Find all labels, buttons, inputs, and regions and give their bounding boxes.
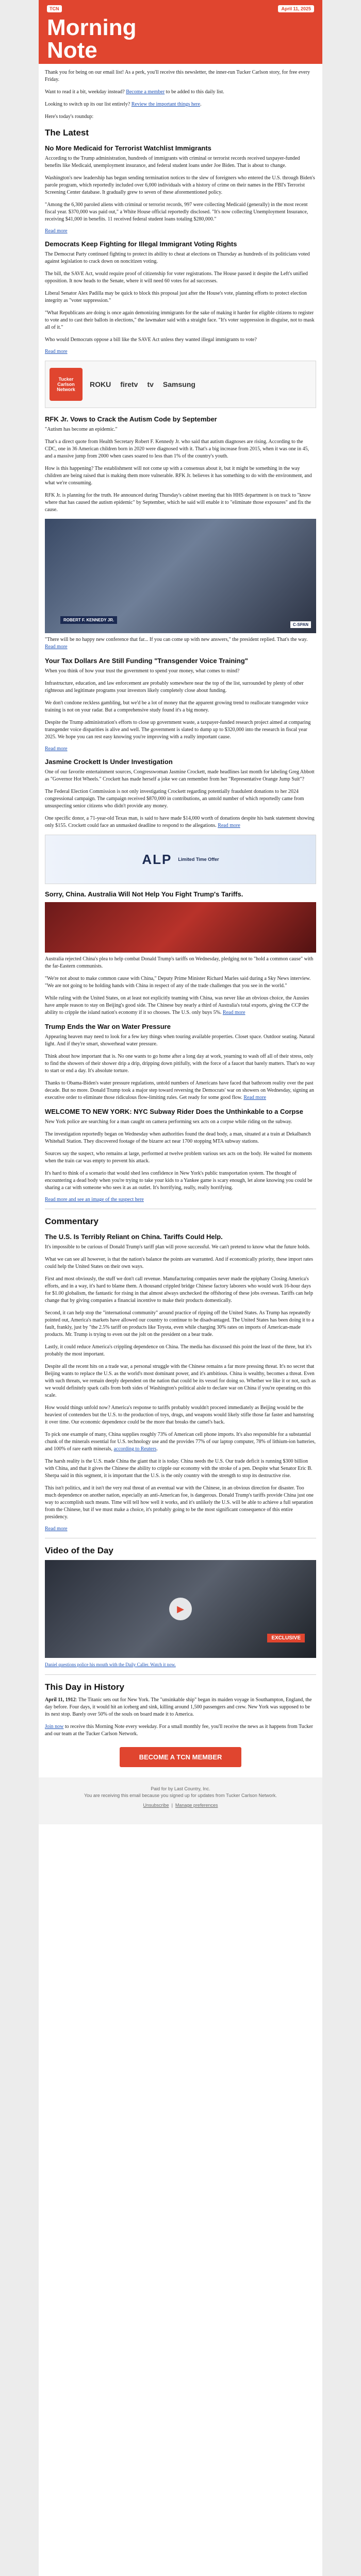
intro-paragraph [45, 101, 316, 108]
story-title: Democrats Keep Fighting for Illegal Immigrant Voting Rights [45, 240, 237, 248]
video-caption-link[interactable]: Daniel questions police his mouth with the Daily Caller. Watch it now. [45, 1662, 176, 1667]
video-thumbnail[interactable] [45, 1560, 316, 1658]
join-text: to receive this Morning Note every weekday. For a small monthly fee, you'll receive the news as it happens from Tucker and our team at the Tucker Carlson Network. [45, 1724, 313, 1737]
china-story-photo [45, 902, 316, 953]
story-text: While ruling with the United States, on at least not explicitly teaming with China, was never like an obvious choice, the Aussies have ample reason to stay on Beijing's good side. The Chinese buy nearly a third of Australia's total exports, giving the CCP the ability to cripple the island nation's economy if it so chooses. The U.S. only buys 5%. [45, 995, 309, 1015]
story-title: Jasmine Crockett Is Under Investigation [45, 758, 173, 766]
streaming-platform-logos [90, 380, 195, 388]
intro-text: to be added to this daily list. [165, 89, 224, 95]
story-paragraph: Infrastructure, education, and law enforcement are probably somewhere near the top of the list, surrounded by plenty of other righteous and legitimate programs your investors likely completely close about funding. [45, 681, 304, 693]
intro-text: . [200, 101, 202, 107]
story-paragraph: To pick one example of many, China supplies roughly 73% of American cell phone imports. It's also responsible for a substantial chunk of the minerals essential for U.S. technology use and the provides 77% of our laptop computer, 78% of lithium-ion batteries, and 100% of rare earth minerals, according to Reuters. [45, 1432, 316, 1452]
footer-reason: You are receiving this email because you signed up for updates from Tucker Carlson Network. [84, 1793, 277, 1798]
date-badge: April 11, 2025 [278, 5, 314, 12]
story-paragraph [45, 1080, 316, 1101]
title-line-1: Morning [47, 15, 137, 40]
review-link[interactable]: Review the important things here [131, 101, 201, 107]
story-paragraph: When you think of how your trust the government to spend your money, what comes to mind? [45, 668, 240, 674]
channel-tag: C-SPAN [290, 621, 311, 628]
story-paragraph: One of our favorite entertainment sources, Congresswoman Jasmine Crockett, made headlines last month for labeling Greg Abbott as "Governor Hot Wheels." Crockett has made herself a joke we can remember from her "Representative Orange Jump Suit"? [45, 769, 315, 782]
read-more-link[interactable]: Read more [45, 349, 68, 354]
section-heading-history: This Day in History [45, 1682, 124, 1692]
story-paragraph: Liberal Senator Alex Padilla may be quick to block this proposal just after the House's vote, planning efforts to protect election integrity as "voter suppression." [45, 291, 307, 303]
preferences-link[interactable]: Manage preferences [175, 1803, 218, 1808]
become-member-button[interactable]: BECOME A TCN MEMBER [120, 1747, 242, 1767]
title-line-2: Note [47, 38, 97, 63]
story-paragraph: How would things unfold now? America's response to tariffs probably wouldn't proceed immediately as Beijing would be the heaviest of contenders but the U.S. to the production of toys, drugs, and weapons would likely stifle those far faster and hamstring it over time. Our economic dependence could be the more that breaks the camel's back. [45, 1405, 314, 1425]
story-title: No More Medicaid for Terrorist Watchlist Immigrants [45, 144, 211, 152]
newsletter-title [47, 16, 314, 62]
story-paragraph: The harsh reality is the U.S. made China the giant that it is today. China needs the U.S. Our trade deficit is running $300 billion with China, and that it gives the Chinese the ability to cripple our economy with the stroke of a pen. Despite what Senator Eric B. Sherpa said in this segment, it is important that the U.S. is the only country with the strength to stop its destructive rise. [45, 1459, 313, 1479]
story-paragraph: "We're not about to make common cause with China," Deputy Prime Minister Richard Marles said during a Sky News interview. "We are not going to be holding hands with China in respect of any of the trade challenges that you see in the world." [45, 976, 311, 989]
story-title: Sorry, China. Australia Will Not Help You Fight Trump's Tariffs. [45, 890, 243, 898]
story-paragraph: Washington's new leadership has begun sending termination notices to the slew of foreigners who entered the U.S. through Biden's parole program, which reportedly included over 6,000 individuals with a history of crime on their names in the FBI's Terrorist Screening Center database. It gradually grew to seven of these aforementioned policy. [45, 175, 315, 195]
history-text: : The Titanic sets out for New York. The "unsinkable ship" began its maiden voyage in Southampton, England, the day before. Four days, it would hit an iceberg and sink, killing around 1,500 passengers and crew. New York was supposed to be its next stop. Barely over 50% of the souls on board made it to America. [45, 1697, 312, 1717]
intro-text: Want to read it a bit, weekday instead? [45, 89, 126, 95]
story-title: RFK Jr. Vows to Crack the Autism Code by September [45, 415, 217, 423]
story-paragraph: That's a direct quote from Health Secretary Robert F. Kennedy Jr. who said that autism diagnoses are rising. According to the CDC, one in 36 American children born in 2020 were diagnosed with it. That's a big increase from 2015, when it was one in 45, and a massive jump from 2000 when cases soared to less than 1% of the country's youth. [45, 439, 309, 459]
photo-lower-third: ROBERT F. KENNEDY JR. [60, 616, 117, 624]
story-text: To pick one example of many, China supplies roughly 73% of American cell phone imports. It's also responsible for a substantial chunk of the minerals essential for U.S. technology use and the provides 77% of our laptop computer, 78% of lithium-ion batteries, and 100% of rare earth minerals, [45, 1432, 316, 1452]
unsubscribe-link[interactable]: Unsubscribe [143, 1803, 169, 1808]
story-paragraph: First and most obviously, the stuff we don't call revenue. Manufacturing companies never made the epiphany Closing America's efforts, and in a way, it's hard to blame them. A thousand crippled bridge Chinese factory laborers who would work 16-hour days for $1.00 globalism, the fantastic for rising in that almost always unchecked the offshoring of these jobs overseas. Tariffs can help change that by giving companies a financial incentive to make their products domestically. [45, 1276, 314, 1303]
tcn-logo[interactable]: TCN [47, 5, 62, 12]
story-title: Trump Ends the War on Water Pressure [45, 1023, 171, 1030]
story-title: The U.S. Is Terribly Reliant on China. Tariffs Could Help. [45, 1233, 223, 1241]
story-paragraph [45, 995, 316, 1016]
read-more-link[interactable]: Read more [218, 823, 240, 828]
story-paragraph: The investigation reportedly began on Wednesday when authorities found the dead body, a man, situated at a train at Dekalbanch Whitehall Station. They discovered footage of the bizarre act near 1700 stopping MTA subway stations. [45, 1131, 311, 1144]
story-paragraph: The Federal Election Commission is not only investigating Crockett regarding potentially fraudulent donations to her 2024 congressional campaign. The campaign received $870,000 in contributions, an untold number of which reportedly came from unsuspecting senior citizens who didn't provide any money. [45, 789, 304, 809]
story-paragraph: Second, it can help stop the "international community" around practice of ripping off the United States. As Trump has repeatedly pointed out, America's markets have allowed our country to continue to be disadvantaged. The United States has been doing it to a fault, frankly, just by "the 2.5% tariff on products like Toyota, even while charging 30% rates on imports of American-made products. Mr. Trump is trying to even out the jolt on the president on a bear trade. [45, 1310, 314, 1337]
story-paragraph: It's impossible to be curious of Donald Trump's tariff plan will prove successful. We can't pretend to know what the future holds. [45, 1244, 310, 1250]
play-icon[interactable]: ▶ [169, 1598, 192, 1620]
section-heading-latest: The Latest [45, 128, 89, 138]
email-container [39, 0, 322, 2576]
story-paragraph: How is this happening? The establishment will not come up with a consensus about it, but it might be something in the way children are being raised that is making them more vulnerable. RFK Jr. believes it has something to do with the environment, and what we're consuming. [45, 466, 312, 486]
read-more-link[interactable]: Read more and see an image of the suspect here [45, 1197, 144, 1202]
join-now-link[interactable]: Join now [45, 1724, 64, 1730]
story-title: WELCOME TO NEW YORK: NYC Subway Rider Does the Unthinkable to a Corpse [45, 1108, 303, 1115]
story-paragraph: The Democrat Party continued fighting to protect its ability to cheat at elections on Thursday as hundreds of its politicians voted against legislation to crack down on noncitizen voting. [45, 251, 310, 264]
story-paragraph: Despite all the recent hits on a trade war, a personal struggle with the Chinese remains a far more pressing threat. It's no secret that Beijing wants to replace the U.S. as the world's most dominant power, and it's ambitious. China is wealthy, becomes a threat. Even with such threats, we remain deeply dependent on the nation that could be its vessel for doing so. Whether we like it or not, such as we would definitely spark calls from both sides of Washington's political aisle to declare war on China if you're operating on this scale. [45, 1364, 316, 1398]
story-paragraph [45, 815, 316, 829]
story-paragraph: Who would Democrats oppose a bill like the SAVE Act unless they wanted illegal immigrants to vote? [45, 337, 257, 343]
read-more-link[interactable]: Read more [222, 1010, 245, 1015]
read-more-link[interactable]: Read more [45, 746, 68, 752]
intro-paragraph: Here's today's roundup: [45, 114, 94, 120]
join-paragraph [45, 1723, 316, 1738]
story-text: Thanks to Obama-Biden's water pressure regulations, untold numbers of Americans have faced that bathroom reality over the past decade. But no more. Donald Trump took a major step toward reversing the Democrats' war on showers on Wednesday, signing an executive order to eliminate those ridiculous flow-limiting rules. Get ready for some good flow. [45, 1080, 314, 1100]
firetv-logo: firetv [120, 380, 138, 388]
cta-wrapper [45, 1747, 316, 1767]
story-paragraph: It's hard to think of a scenario that would shed less confidence in New York's public transportation system. The thought of encountering a dead body when you're trying to take your kids to a Yankee game is scary enough, let alone knowing you could be sharing a car with someone who sees it as an outlet. It's horrifying, really, really horrifying. [45, 1171, 313, 1191]
streaming-ad[interactable] [45, 361, 316, 408]
section-heading-commentary: Commentary [45, 1216, 99, 1226]
intro-paragraph [45, 89, 316, 96]
story-title: Your Tax Dollars Are Still Funding "Transgender Voice Training" [45, 657, 248, 665]
story-paragraph: Lastly, it could reduce America's crippling dependence on China. The media has discussed this point the least of the three, but it's probably the most important. [45, 1344, 312, 1357]
story-text: "There will be no happy new conference that far... If you can come up with new answers," the president replied. That's the way. [45, 637, 308, 642]
hero-banner [39, 0, 322, 64]
exclusive-badge: EXCLUSIVE [267, 1634, 305, 1642]
intro-paragraph: Thank you for being on our email list! As a perk, you'll receive this newsletter, the inner-run Tucker Carlson story, for free every Friday. [45, 70, 310, 82]
story-paragraph: Sources say the suspect, who remains at large, performed at twelve problem various sex acts on the body. He waited for moments when the train car was empty to prevent his attack. [45, 1151, 312, 1164]
story-paragraph: RFK Jr. is planning for the truth. He announced during Thursday's cabinet meeting that his HHS department is on track to "know where that has caused the autism epidemic" by September, which he said will enable it to "eliminate those exposures" and fix the cause. [45, 493, 311, 513]
read-more-link[interactable]: Read more [243, 1095, 266, 1100]
story-paragraph: According to the Trump administration, hundreds of immigrants with criminal or terrorist records received taxpayer-funded benefits like Medicaid, unemployment insurance, and federal student loans under Joe Biden. That is about to change. [45, 156, 300, 168]
read-more-link[interactable]: Read more [45, 228, 68, 234]
story-paragraph: Appearing heaven may need to look for a few key things when touring available properties. Closet space. Outdoor seating. Natural light. And if they're smart, showerhead water pressure. [45, 1034, 315, 1047]
story-text: One specific donor, a 71-year-old Texas man, is said to have made $14,000 worth of donations despite his bank statement showing only $155. Crockett could face an unmasked deadline to respond to the allegations. [45, 816, 315, 828]
email-footer: Paid for by Last Country, Inc. You are receiving this email because you signed up for updates from Tucker Carlson Network. Unsubscribe | Manage preferences [39, 1777, 322, 1824]
story-paragraph: "Among the 6,300 paroled aliens with criminal or terrorist records, 997 were collecting Medicaid (generally) in the most recent fiscal year. $370,000 was paid out," a White House official reportedly disclosed. "It's now collecting Unemployment Insurance, receiving $41,000 in benefits. 11 received federal student loans totaling $280,000." [45, 202, 308, 222]
history-paragraph [45, 1697, 316, 1718]
read-more-link[interactable]: Read more [45, 1526, 68, 1532]
video-caption [45, 1661, 316, 1668]
story-paragraph [45, 636, 316, 651]
read-more-link[interactable]: Read more [45, 644, 68, 650]
story-paragraph: "What Republicans are doing is once again demonizing immigrants for the sake of making it harder for eligible citizens to register to vote and to cast their ballots in elections," the lawmaker said with a straight face. "It's voter suppression in disguise, not to mask all of it." [45, 310, 315, 330]
story-paragraph: Think about how important that is. No one wants to go home after a long day at work, yearning to wash off all of their stress, only to find the showers of their shower drip a drip, dripping down pitifully, with the force of a faucet that barely matters. That's no way to start or end a day. It's absolute torture. [45, 1054, 315, 1074]
history-date: April 11, 1912 [45, 1697, 76, 1703]
intro-text: Looking to switch up its our list entirely? [45, 101, 132, 107]
roku-logo: ROKU [90, 380, 111, 388]
rfk-press-photo[interactable] [45, 519, 316, 633]
samsung-logo: Samsung [162, 380, 195, 388]
section-heading-video: Video of the Day [45, 1546, 113, 1555]
section-divider [45, 1674, 316, 1675]
story-paragraph: This isn't politics, and it isn't the very real threat of an eventual war with the Chinese, in an obvious direction for disaster. Too much dependence on another nation, especially an anti-American foe, is dangerous. Donald Trump's tariffs provide China just one way to accomplish such means. Time will tell how well it works, and it's unlikely the U.S. will be able to achieve a full separation from the Chinese, but if we must make a choice, it's probably going to be the most significant consequence of this entire presidency. [45, 1485, 314, 1520]
reuters-link[interactable]: according to Reuters [113, 1446, 157, 1452]
alp-logo: ALP [142, 851, 172, 867]
story-paragraph: The bill, the SAVE Act, would require proof of citizenship for voter registrations. The House passed it despite the Left's unified opposition. It now heads to the Senate, where it will need 60 votes for ad successes. [45, 271, 308, 284]
newsletter-body [39, 64, 322, 1767]
appletv-logo: tv [147, 380, 154, 388]
story-paragraph: What we can see all however, is that the nation's balance the points are warranted. And if economically priority, these import rates could help the United States on their own ways. [45, 1257, 314, 1269]
footer-paid-by: Paid for by Last Country, Inc. [151, 1786, 210, 1791]
story-paragraph: Australia rejected China's plea to help combat Donald Trump's tariffs on Wednesday, pledging not to "hold a common cause" with the far-Eastern communists. [45, 956, 314, 969]
alp-ad-text: Limited Time Offer [178, 857, 219, 862]
story-paragraph: New York police are searching for a man caught on camera performing sex acts on a corpse while riding on the subway. [45, 1119, 292, 1125]
tcn-ad-badge: Tucker Carlson Network [50, 368, 83, 401]
story-paragraph: We don't condone reckless gambling, but we'd be a lot of money that the apparent growing trend to reallocate transgender voice training is not on your radar. But a comprehensive study found it's a big money. [45, 700, 308, 713]
become-member-link[interactable]: Become a member [126, 89, 165, 95]
alp-ad-banner[interactable] [45, 835, 316, 884]
story-paragraph: Despite the Trump administration's efforts to close up government waste, a taxpayer-funded research project aimed at comparing transgender voice disparities is alive and well. The government is slated to dump up to $320,000 into the research in fiscal year 2025. We hope you can rest easy knowing you're improving with a really important cause. [45, 720, 311, 740]
story-paragraph: "Autism has become an epidemic." [45, 427, 118, 432]
